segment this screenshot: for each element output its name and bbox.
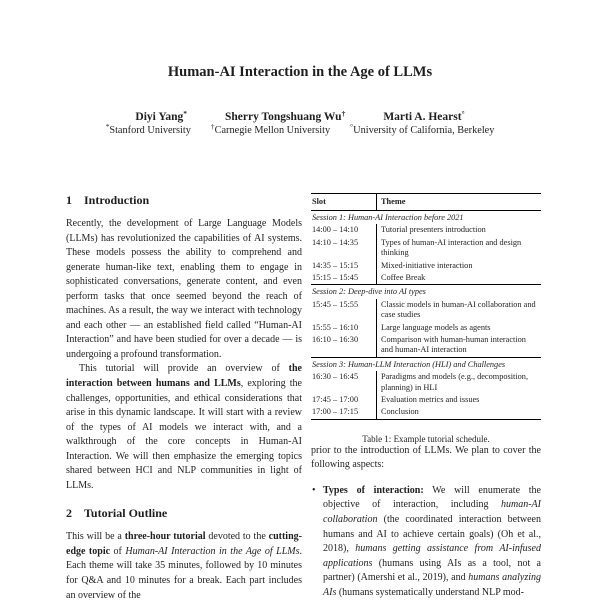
table-row — [311, 260, 541, 272]
slot-cell: 16:10 – 16:30 — [311, 334, 377, 357]
theme-cell: Tutorial presenters introduction — [381, 225, 486, 235]
right-column — [311, 193, 541, 600]
paragraph: Recently, the development of Large Language Models (LLMs) has revolutionized the capabilities of AI systems. These models possess the ability to comprehend and generate human-like text, enabling them to engage in sophisticated conversations, generate content, and even perform tasks that once seemed beyond the reach of machines. As a result, the way we interact with technology and each other — an established field called “Human-AI Interaction” and have been studied for over a decade — is undergoing a profound transformation. — [66, 218, 302, 360]
column-header-theme: Theme — [377, 194, 542, 211]
author-mark: * — [183, 109, 187, 118]
two-column-body — [0, 193, 600, 600]
theme-cell: Paradigms and models (e.g., decomposition, planning) in HLI — [381, 372, 529, 392]
section-title: Introduction — [84, 193, 150, 207]
slot-cell: 15:55 – 16:10 — [311, 322, 377, 334]
paragraph: This tutorial will provide an overview of the interaction between humans and LLMs, exploring the challenges, opportunities, and ethical considerations that arise in this dynamic landscape. It will start with a review of the types of AI models we interact with, and a walkthrough of the core concepts in Human-AI Interaction. We will then emphasize the emerging topics shared between HCI and NLP communities in light of LLMs. — [66, 363, 302, 491]
table-row — [311, 371, 541, 394]
slot-cell: 14:00 – 14:10 — [311, 224, 377, 236]
slot-cell: 14:10 – 14:35 — [311, 237, 377, 260]
affiliations-row — [0, 122, 600, 136]
affiliation-name: Carnegie Mellon University — [214, 125, 331, 136]
table-row — [311, 224, 541, 236]
affiliation — [210, 122, 331, 136]
theme-cell: Large language models as agents — [381, 322, 491, 332]
author-name: Sherry Tongshuang Wu — [225, 111, 342, 123]
affiliation-mark: * — [105, 122, 110, 131]
affiliation-name: University of California, Berkeley — [353, 125, 495, 136]
paragraph: prior to the introduction of LLMs. We plan to cover the following aspects: — [311, 444, 541, 471]
section-number: 1 — [66, 193, 72, 207]
author-mark: † — [341, 109, 346, 118]
table-row — [311, 237, 541, 260]
table-row — [311, 299, 541, 322]
section-heading-tutorial-outline — [66, 506, 302, 520]
table-row — [311, 322, 541, 334]
table-session-row — [311, 210, 541, 224]
author — [225, 111, 345, 123]
table-caption: Table 1: Example tutorial schedule. — [362, 433, 490, 444]
affiliation — [105, 122, 191, 136]
session-label: Session 3: Human-LLM Interaction (HLI) and Challenges — [311, 357, 541, 371]
section-title: Tutorial Outline — [84, 506, 168, 521]
table-session-row — [311, 357, 541, 371]
list-item-text: Types of interaction: We will enumerate the objective of interaction, including human-AI collaboration (the coordinated interaction between humans and AI to achieve certain goals) (Oh et al., 2018), humans getting assistance from AI-infused applications (humans using AIs as a tool, not a partner) (Amershi et al., 2019), and humans analyzing AIs (humans systematically understand NLP mod- — [323, 484, 541, 598]
paragraph: This will be a three-hour tutorial devoted to the cutting-edge topic of Human-AI Interaction in the Age of LLMs. Each theme will take 35 minutes, followed by 10 minutes for Q&A and 10 minutes for a break. Each part includes an overview of the — [66, 531, 302, 600]
theme-cell: Evaluation metrics and issues — [381, 395, 480, 404]
theme-cell: Conclusion — [381, 407, 419, 417]
aspects-list — [311, 484, 541, 600]
slot-cell: 15:15 – 15:45 — [311, 272, 377, 285]
table-row — [311, 334, 541, 357]
table-session-row — [311, 285, 541, 299]
theme-cell: Comparison with human-human interaction and human-AI interaction — [381, 334, 526, 355]
author-name: Diyi Yang — [135, 111, 184, 123]
authors-row — [0, 111, 600, 123]
session-label: Session 1: Human-AI Interaction before 2021 — [311, 210, 541, 224]
slot-cell: 14:35 – 15:15 — [311, 260, 377, 272]
theme-cell: Types of human-AI interaction and design thinking — [381, 237, 522, 258]
slot-cell: 16:30 – 16:45 — [311, 371, 377, 394]
left-column — [66, 193, 302, 600]
theme-cell: Mixed-initiative interaction — [381, 260, 473, 270]
affiliation — [350, 122, 495, 136]
affiliation-mark: † — [210, 122, 215, 131]
table-header-row — [311, 194, 541, 211]
table-row — [311, 272, 541, 285]
list-item — [312, 484, 541, 600]
table-row — [311, 406, 541, 419]
author-mark: ° — [461, 109, 465, 118]
session-label: Session 2: Deep-dive into AI types — [311, 285, 541, 299]
section-number: 2 — [66, 506, 72, 521]
slot-cell: 17:00 – 17:15 — [311, 406, 377, 419]
slot-cell: 17:45 – 17:00 — [311, 394, 377, 406]
slot-cell: 15:45 – 15:55 — [311, 299, 377, 322]
table-row — [311, 394, 541, 406]
author — [135, 111, 187, 123]
bullet-icon: • — [312, 484, 316, 496]
theme-cell: Coffee Break — [381, 272, 426, 282]
author — [383, 111, 464, 123]
affiliation-mark: ° — [350, 122, 354, 131]
column-header-slot: Slot — [311, 194, 377, 211]
schedule-table — [311, 193, 541, 420]
affiliation-name: Stanford University — [109, 125, 191, 136]
theme-cell: Classic models in human-AI collaboration and case studies — [381, 299, 536, 320]
paper-title: Human-AI Interaction in the Age of LLMs — [167, 64, 433, 80]
section-heading-introduction — [66, 193, 302, 207]
author-name: Marti A. Hearst — [383, 111, 462, 123]
